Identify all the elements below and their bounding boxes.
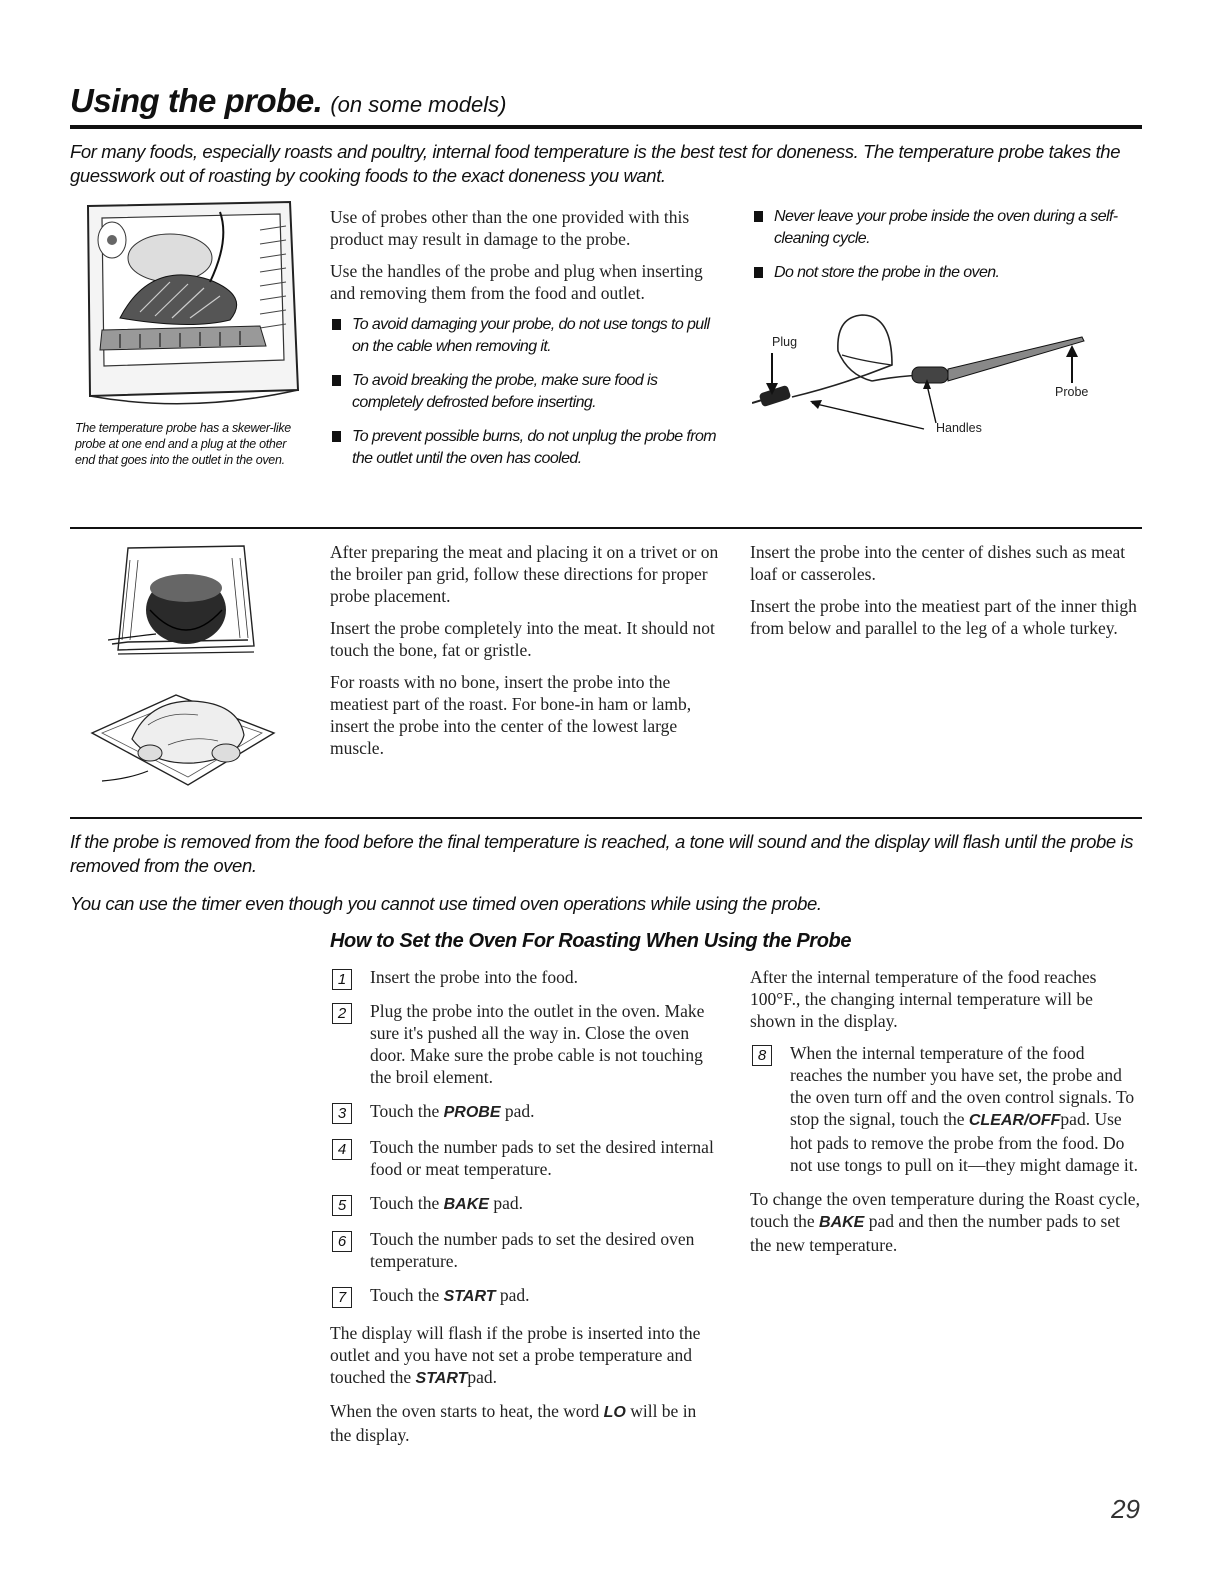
probe-warning-paragraph: Use of probes other than the one provided with this product may result in damage to the probe. (330, 207, 690, 249)
bake-pad-label: BAKE (443, 1196, 489, 1213)
step-4 (330, 1136, 720, 1180)
lo-display-paragraph: When the oven starts to heat, the word LO will be in the display. (330, 1401, 697, 1445)
roast-illustration (108, 540, 258, 668)
step-6 (330, 1228, 720, 1272)
header-rule (70, 125, 1142, 129)
oven-illustration (80, 200, 306, 412)
step-number-2: 2 (332, 1003, 352, 1024)
page-number: 29 (1111, 1494, 1140, 1524)
step-4-text: Touch the number pads to set the desired internal food or meat temperature. (370, 1137, 714, 1179)
display-flash-paragraph: The display will flash if the probe is inserted into the outlet and you have not set a probe temperature and touched the STARTpad. (330, 1323, 701, 1387)
bullet-storage: Do not store the probe in the oven. (752, 262, 1142, 284)
step-6-text: Touch the number pads to set the desired oven temperature. (370, 1229, 695, 1271)
start-pad-label: START (443, 1288, 496, 1305)
step-2 (330, 1000, 720, 1088)
howto-title: How to Set the Oven For Roasting When Using the Probe (330, 930, 852, 952)
section-divider-2 (70, 817, 1142, 819)
step-8: 8 When the internal temperature of the food reaches the number you have set, the probe and the oven turn off and the oven control signals. To stop the signal, touch the CLEAR/OFFpad. Use hot pads to remove the probe from the food. Do not use tongs to pull on it—they might damage it. (750, 1042, 1140, 1176)
step-number-4: 4 (332, 1139, 352, 1160)
probe-label: Probe (1055, 385, 1089, 399)
change-temperature-paragraph: To change the oven temperature during the Roast cycle, touch the BAKE pad and then the number pads to set the new temperature. (750, 1189, 1140, 1255)
bullet-self-clean: Never leave your probe inside the oven during a self-cleaning cycle. (752, 206, 1142, 250)
section2-right-column (750, 541, 1140, 649)
bullet-burns: To prevent possible burns, do not unplug the probe from the outlet until the oven has cooled. (330, 426, 725, 470)
howto-left-column (330, 966, 720, 1456)
step-1-text: Insert the probe into the food. (370, 967, 579, 987)
turkey-paragraph: Insert the probe into the meatiest part of the inner thigh from below and parallel to the leg of a whole turkey. (750, 596, 1137, 638)
casserole-paragraph: Insert the probe into the center of dishes such as meat loaf or casseroles. (750, 542, 1126, 584)
placement-intro: After preparing the meat and placing it on a trivet or on the broiler pan grid, follow these directions for proper probe placement. (330, 542, 719, 606)
section1-middle-column (330, 206, 725, 482)
step-number-8: 8 (752, 1045, 772, 1066)
probe-diagram (752, 305, 1097, 440)
removal-note: If the probe is removed from the food before the final temperature is reached, a tone will sound and the display will flash until the probe is removed from the oven. (70, 831, 1134, 876)
intro-text: For many foods, especially roasts and poultry, internal food temperature is the best test for doneness. The temperature probe takes the guesswork out of roasting by cooking foods to the exact doneness you want. (70, 141, 1121, 186)
step-2-text: Plug the probe into the outlet in the oven. Make sure it's pushed all the way in. Close the oven door. Make sure the probe cable is not touching the broil element. (370, 1001, 705, 1087)
page-subtitle: (on some models) (330, 92, 507, 117)
step-1 (330, 966, 720, 988)
step-number-5: 5 (332, 1195, 352, 1216)
page-title: Using the probe. (70, 82, 323, 119)
plug-label: Plug (772, 335, 798, 349)
temperature-display-paragraph: After the internal temperature of the food reaches 100°F., the changing internal temperature will be shown in the display. (750, 967, 1097, 1031)
section1-right-column (752, 206, 1142, 296)
clear-off-pad-label: CLEAR/OFF (968, 1112, 1061, 1129)
step-number-3: 3 (332, 1103, 352, 1124)
turkey-illustration (88, 675, 278, 793)
bullet-defrost: To avoid breaking the probe, make sure food is completely defrosted before inserting. (330, 370, 725, 414)
step-number-6: 6 (332, 1231, 352, 1252)
handles-label: Handles (936, 421, 982, 435)
step-7: 7 Touch the START pad. (330, 1284, 720, 1308)
probe-pad-label: PROBE (443, 1104, 501, 1121)
step-number-7: 7 (332, 1287, 352, 1308)
oven-caption: The temperature probe has a skewer-like probe at one end and a plug at the other end that goes into the outlet in the oven. (75, 421, 291, 467)
timer-note: You can use the timer even though you cannot use timed oven operations while using the probe. (70, 893, 822, 914)
insert-meat-paragraph: Insert the probe completely into the meat. It should not touch the bone, fat or gristle. (330, 618, 715, 660)
handles-paragraph: Use the handles of the probe and plug when inserting and removing them from the food and outlet. (330, 261, 703, 303)
step-3: 3 Touch the PROBE pad. (330, 1100, 720, 1124)
page-header (70, 82, 1142, 122)
bullet-tongs: To avoid damaging your probe, do not use tongs to pull on the cable when removing it. (330, 314, 725, 358)
step-5: 5 Touch the BAKE pad. (330, 1192, 720, 1216)
step-number-1: 1 (332, 969, 352, 990)
roast-placement-paragraph: For roasts with no bone, insert the probe into the meatiest part of the roast. For bone-in ham or lamb, insert the probe into the center of the lowest large muscle. (330, 672, 692, 758)
howto-right-column (750, 966, 1140, 1266)
section-divider-1 (70, 527, 1142, 529)
section2-left-column (330, 541, 725, 769)
